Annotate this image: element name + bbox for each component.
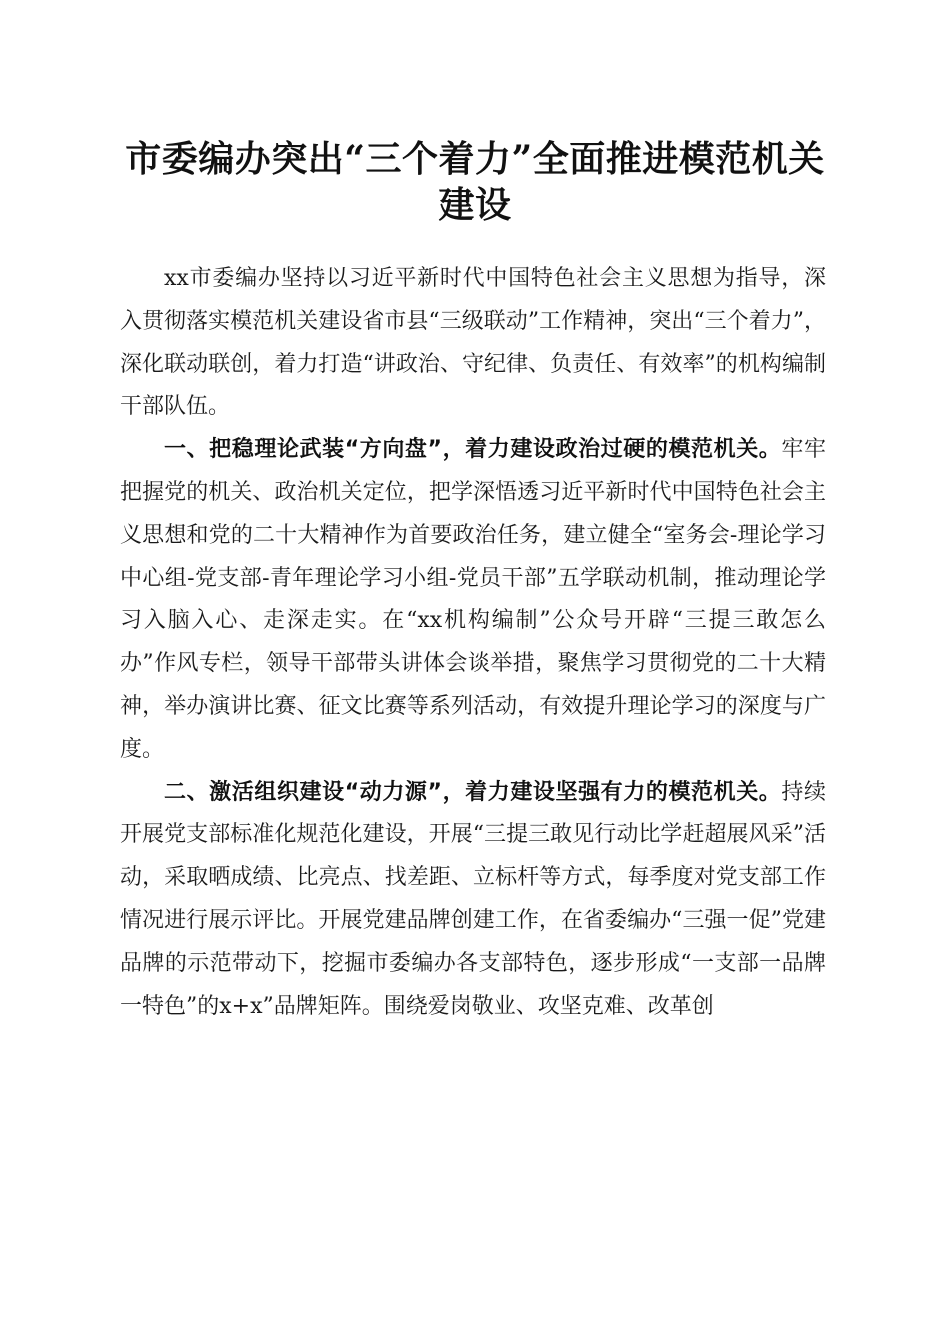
document-body [120,258,826,1028]
section-heading: 一、把稳理论武装“方向盘”，着力建设政治过硬的模范机关。 [164,437,782,463]
paragraph-intro [120,258,826,429]
paragraph-section-2 [120,772,826,1029]
paragraph-text: 持续开展党支部标准化规范化建设，开展“三提三敢见行动比学赶超展风采”活动，采取晒成绩、比亮点、找差距、立标杆等方式，每季度对党支部工作情况进行展示评比。开展党建品牌创建工作，在省委编办“三强一促”党建品牌的示范带动下，挖掘市委编办各支部特色，逐步形成“一支部一品牌一特色”的x+x”品牌矩阵。围绕爱岗敬业、攻坚克难、改革创 [120,779,826,1019]
section-heading: 二、激活组织建设“动力源”，着力建设坚强有力的模范机关。 [164,779,782,805]
title-line-2: 建设 [438,184,512,226]
document-title [110,136,840,228]
title-line-1: 市委编办突出“三个着力”全面推进模范机关 [125,138,825,180]
paragraph-section-1 [120,429,826,771]
paragraph-text: 牢牢把握党的机关、政治机关定位，把学深悟透习近平新时代中国特色社会主义思想和党的二十大精神作为首要政治任务，建立健全“室务会-理论学习中心组-党支部-青年理论学习小组-党员干部”五学联动机制，推动理论学习入脑入心、走深走实。在“xx机构编制”公众号开辟“三提三敢怎么办”作风专栏，领导干部带头讲体会谈举措，聚焦学习贯彻党的二十大精神，举办演讲比赛、征文比赛等系列活动，有效提升理论学习的深度与广度。 [120,437,826,762]
paragraph-text: xx市委编办坚持以习近平新时代中国特色社会主义思想为指导，深入贯彻落实模范机关建设省市县“三级联动”工作精神，突出“三个着力”，深化联动联创，着力打造“讲政治、守纪律、负责任、有效率”的机构编制干部队伍。 [120,266,826,420]
